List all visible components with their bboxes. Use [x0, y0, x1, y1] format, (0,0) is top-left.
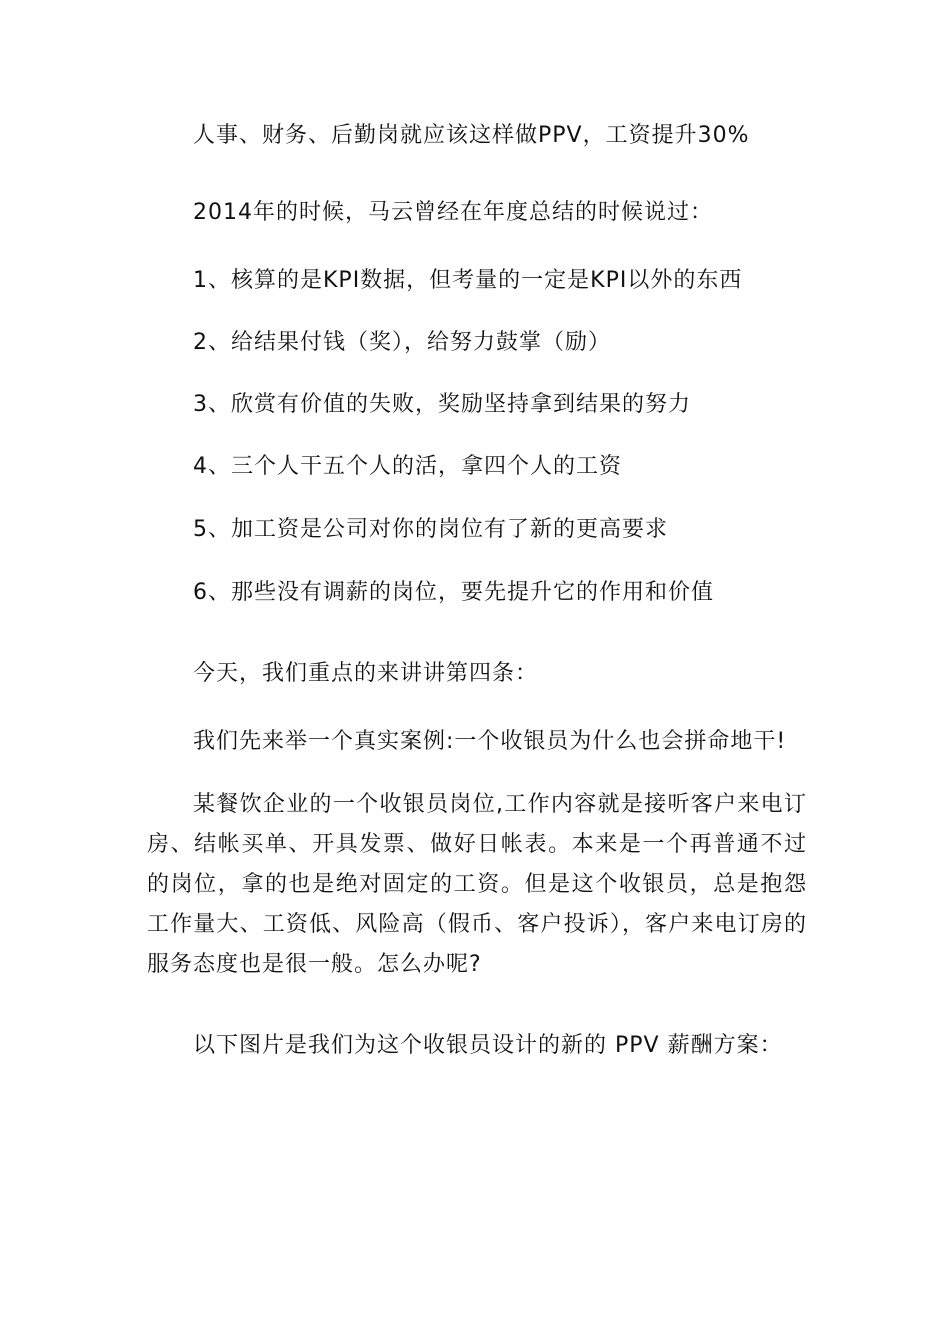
- point-item-6: 6、那些没有调薪的岗位，要先提升它的作用和价值: [193, 580, 714, 605]
- case-heading: 我们先来举一个真实案例:一个收银员为什么也会拼命地干!: [193, 729, 787, 754]
- point-item-2: 2、给结果付钱（奖），给努力鼓掌（励）: [193, 330, 611, 355]
- intro-line: 2014年的时候，马云曾经在年度总结的时候说过：: [193, 200, 713, 225]
- point-item-4: 4、三个人干五个人的活，拿四个人的工资: [193, 454, 622, 479]
- closing-line: 以下图片是我们为这个收银员设计的新的 PPV 薪酬方案：: [193, 1033, 783, 1058]
- document-title: 人事、财务、后勤岗就应该这样做PPV，工资提升30%: [193, 123, 750, 148]
- case-paragraph: 某餐饮企业的一个收银员岗位,工作内容就是接听客户来电订房、结帐买单、开具发票、做好日帐表。本来是一个再普通不过的岗位，拿的也是绝对固定的工资。但是这个收银员，总是抱怨工作量大、工资低、风险高（假币、客户投诉），客户来电订房的服务态度也是很一般。怎么办呢?: [147, 792, 807, 977]
- focus-line: 今天，我们重点的来讲讲第四条：: [193, 661, 539, 686]
- point-item-1: 1、核算的是KPI数据，但考量的一定是KPI以外的东西: [193, 268, 743, 293]
- point-item-3: 3、欣赏有价值的失败，奖励坚持拿到结果的努力: [193, 392, 691, 417]
- point-item-5: 5、加工资是公司对你的岗位有了新的更高要求: [193, 517, 668, 542]
